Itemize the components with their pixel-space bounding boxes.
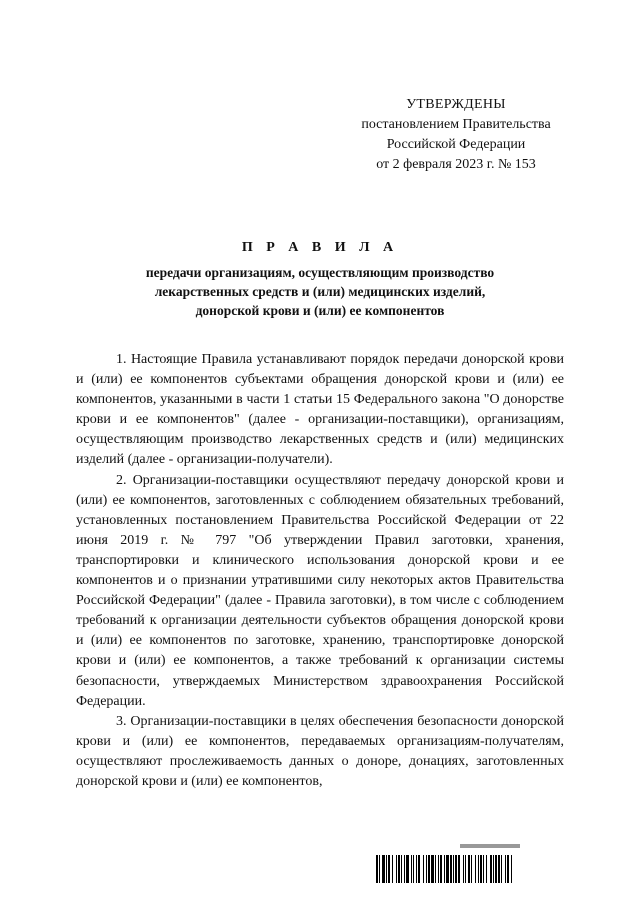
barcode-bar xyxy=(501,855,502,883)
barcode-bar xyxy=(440,855,442,883)
barcode-bar xyxy=(404,855,405,883)
barcode-bar xyxy=(471,855,472,883)
barcode-bar xyxy=(475,855,476,883)
document-subtitle xyxy=(90,263,550,320)
barcode-bar xyxy=(431,855,434,883)
barcode-bar xyxy=(490,855,492,883)
barcode-bar xyxy=(418,855,420,883)
barcode-bar xyxy=(416,855,417,883)
barcode-bar xyxy=(396,855,397,883)
barcode-bar xyxy=(478,855,479,883)
barcode-bar xyxy=(382,855,385,883)
barcode-bar xyxy=(480,855,482,883)
subtitle-line-1: передачи организациям, осуществляющим производство xyxy=(145,265,495,280)
subtitle-line-2: лекарственных средств и (или) медицинских изделий, xyxy=(154,284,486,299)
barcode-caption-graphic xyxy=(460,843,520,849)
barcode-graphic xyxy=(376,855,566,883)
barcode-bar xyxy=(486,855,487,883)
barcode-bar xyxy=(435,855,436,883)
barcode-bar xyxy=(398,855,400,883)
barcode-bar xyxy=(446,855,449,883)
barcode-bar xyxy=(498,855,500,883)
barcode-bar xyxy=(386,855,387,883)
barcode-bar xyxy=(511,855,512,883)
barcode-bar xyxy=(423,855,424,883)
paragraph-2: 2. Организации-поставщики осуществляют передачу донорской крови и (или) ее компонентов, заготовленных с соблюдением обязательных требований, установленных постановлением Правительства Российской Федерации от 22 июня 2019 г. № 797 "Об утверждении Правил заготовки, хранения, транспортировки и клинического использования донорской крови и ее компонентов и о признании утратившими силу некоторых актов Правительства Российской Федерации" (далее - Правила заготовки), в том числе с соблюдением требований к организации деятельности субъектов обращения донорской крови и (или) ее компонентов по заготовке, хранению, транспортировке донорской крови и (или) ее компонентов, а также требований к организации системы безопасности, утверждаемых Министерством здравоохранения Российской Федерации. xyxy=(76,472,564,709)
barcode-bar xyxy=(483,855,484,883)
barcode-bar xyxy=(463,855,464,883)
approval-line-2: Российской Федерации xyxy=(386,137,526,152)
barcode-bar xyxy=(458,855,460,883)
barcode-bar xyxy=(450,855,452,883)
barcode-bar xyxy=(428,855,430,883)
barcode-bar xyxy=(401,855,402,883)
barcode-bars xyxy=(376,855,512,883)
approval-title: УТВЕРЖДЕНЫ xyxy=(406,97,506,112)
barcode-bar xyxy=(493,855,494,883)
approval-stamp xyxy=(346,95,566,175)
barcode-bar xyxy=(438,855,439,883)
barcode-bar xyxy=(453,855,454,883)
barcode-bar xyxy=(411,855,412,883)
barcode-bar xyxy=(406,855,409,883)
barcode-bar xyxy=(465,855,466,883)
barcode-bar xyxy=(444,855,445,883)
barcode-bar xyxy=(468,855,470,883)
barcode-bar xyxy=(379,855,380,883)
barcode-bar xyxy=(388,855,390,883)
paragraph-3: 3. Организации-поставщики в целях обеспечения безопасности донорской крови и (или) ее компонентов, передаваемых организациям-получателям, осуществляют прослеживаемость данных о доноре, донациях, заготовленных донорской крови и (или) ее компонентов, xyxy=(76,713,564,789)
barcode-bar xyxy=(392,855,393,883)
barcode-bar xyxy=(505,855,506,883)
barcode-bar xyxy=(495,855,497,883)
barcode-bar xyxy=(507,855,509,883)
barcode-bar xyxy=(376,855,378,883)
approval-line-1: постановлением Правительства xyxy=(361,117,551,132)
barcode-bar xyxy=(455,855,457,883)
approval-line-3: от 2 февраля 2023 г. № 153 xyxy=(376,157,536,172)
document-title: П Р А В И Л А xyxy=(241,240,399,255)
document-body xyxy=(76,350,564,792)
paragraph-1: 1. Настоящие Правила устанавливают порядок передачи донорской крови и (или) ее компонентов субъектами обращения донорской крови и (или) ее компонентов, указанными в части 1 статьи 15 Федерального закона "О донорстве крови и ее компонентов" (далее - организации-поставщики), организациям, осуществляющим производство лекарственных средств и (или) медицинских изделий (далее - организации-получатели). xyxy=(76,352,564,468)
barcode-bar xyxy=(426,855,427,883)
barcode-bar xyxy=(413,855,414,883)
subtitle-line-3: донорской крови и (или) ее компонентов xyxy=(195,303,445,318)
